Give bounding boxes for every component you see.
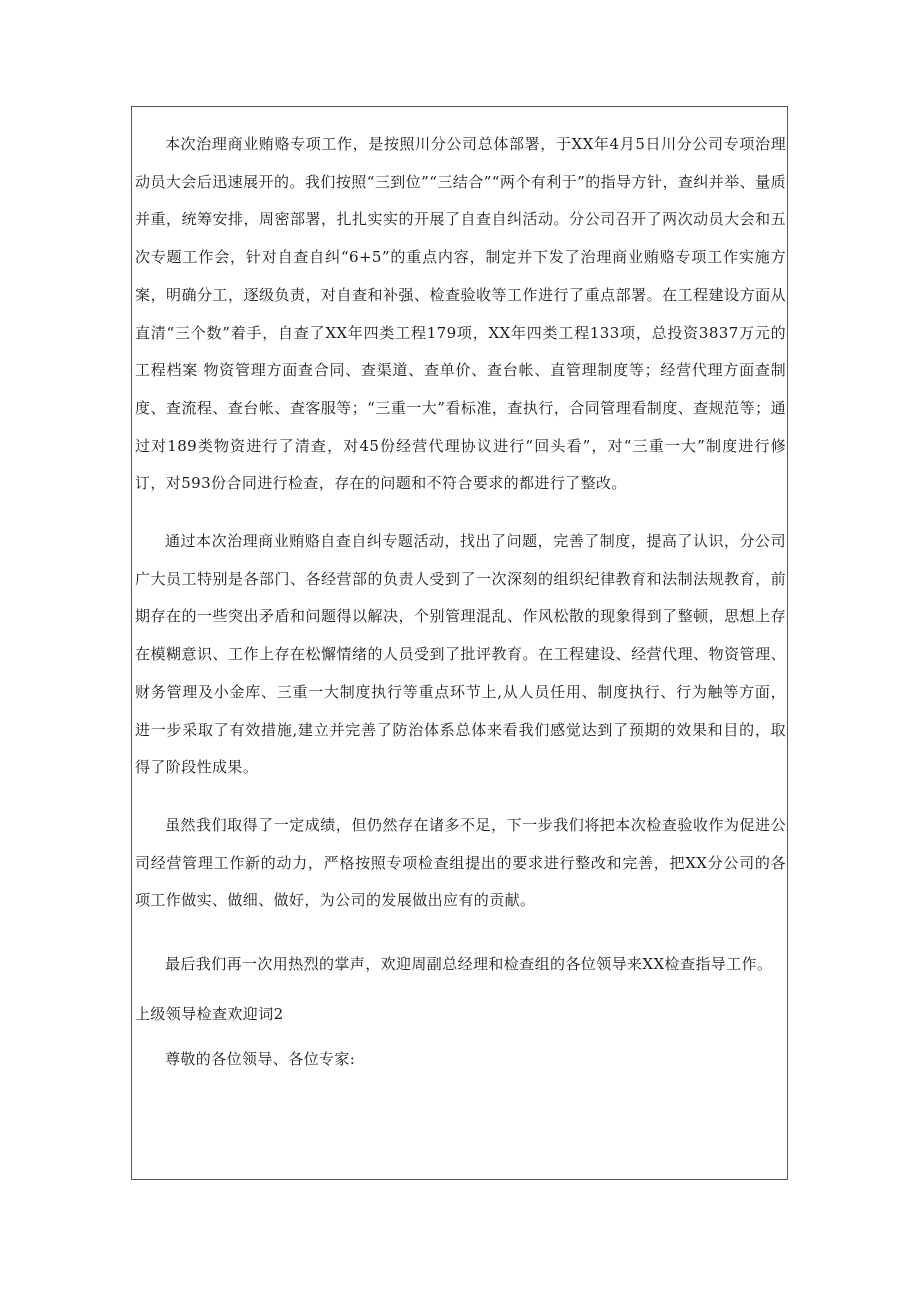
paragraph-results: 通过本次治理商业贿赂自查自纠专题活动，找出了问题，完善了制度，提高了认识，分公司广大员工特别是各部门、各经营部的负责人受到了一次深刻的组织纪律教育和法制法规教育，前期存在的一些突出矛盾和问题得以解决，个别管理混乱、作风松散的现象得到了整顿，思想上存在模糊意识、工作上存在松懈情绪的人员受到了批评教育。在工程建设、经营代理、物资管理、财务管理及小金库、三重一大制度执行等重点环节上,从人员任用、制度执行、行为触等方面，进一步采取了有效措施,建立并完善了防治体系总体来看我们感觉达到了预期的效果和目的，取得了阶段性成果。 (135, 532, 786, 777)
section-heading: 上级领导检查欢迎词2 (135, 1004, 284, 1023)
paragraph-welcome: 最后我们再一次用热烈的掌声，欢迎周副总经理和检查组的各位领导来XX检查指导工作。 (165, 955, 773, 974)
paragraph-work-overview: 本次治理商业贿赂专项工作，是按照川分公司总体部署，于XX年4月5日川分公司专项治理动员大会后迅速展开的。我们按照“三到位”“三结合”“两个有利于”的指导方针，查纠并举、量质并重，统筹安排，周密部署，扎扎实实的开展了自查自纠活动。分公司召开了两次动员大会和五次专题工作会，针对自查自纠“6+5”的重点内容，制定并下发了治理商业贿赂专项工作实施方案，明确分工，逐级负责，对自查和补强、检查验收等工作进行了重点部署。在工程建设方面从直清“三个数”着手，自查了XX年四类工程179项，XX年四类工程133项，总投资3837万元的工程档案 物资管理方面查合同、查渠道、查单价、查台帐、直管理制度等；经营代理方面查制度、查流程、查台帐、查客服等；“三重一大”看标准，查执行，合同管理看制度、查规范等；通过对189类物资进行了清查，对45份经营代理协议进行“回头看”，对“三重一大”制度进行修订，对593份合同进行检查，存在的问题和不符合要求的都进行了整改。 (135, 135, 786, 493)
document-body (135, 126, 786, 1078)
salutation: 尊敬的各位领导、各位专家: (165, 1049, 356, 1068)
paragraph-next-steps: 虽然我们取得了一定成绩，但仍然存在诸多不足，下一步我们将把本次检查验收作为促进公司经营管理工作新的动力，严格按照专项检查组提出的要求进行整改和完善，把XX分公司的各项工作做实、做细、做好，为公司的发展做出应有的贡献。 (135, 815, 786, 910)
document-frame (131, 106, 788, 1180)
